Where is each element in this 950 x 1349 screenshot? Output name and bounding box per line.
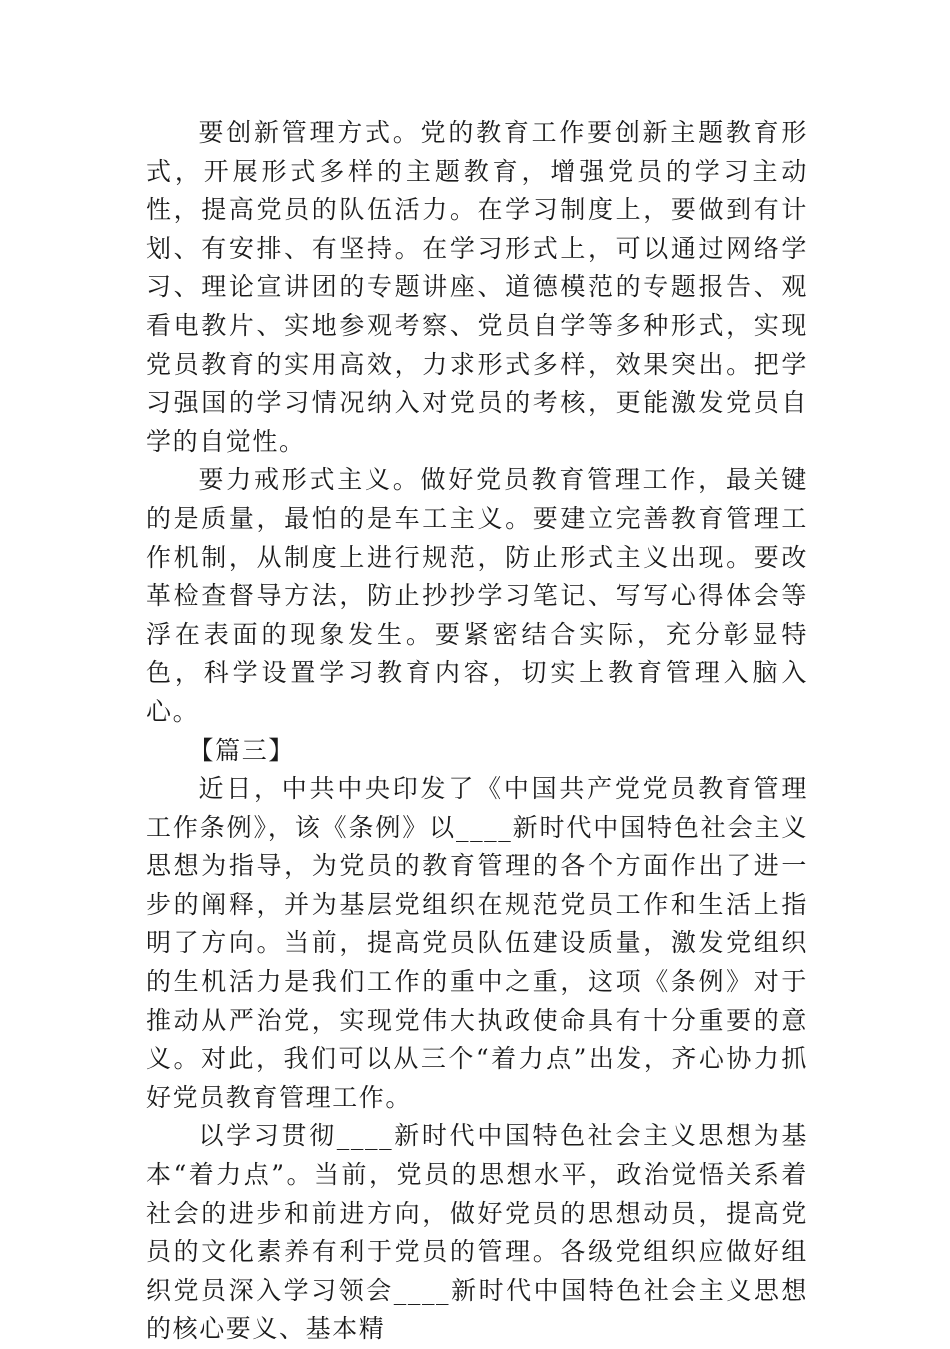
paragraph-study-focus: 以学习贯彻____新时代中国特色社会主义思想为基本“着力点”。当前，党员的思想水平，政治觉悟关系着社会的进步和前进方向，做好党员的思想动员，提高党员的文化素养有利于党员的管理。各级党组织应做好组织党员深入学习领会____新时代中国特色社会主义思想的核心要义、基本精 (146, 1121, 808, 1344)
paragraph-innovate-management: 要创新管理方式。党的教育工作要创新主题教育形式，开展形式多样的主题教育，增强党员的学习主动性，提高党员的队伍活力。在学习制度上，要做到有计划、有安排、有坚持。在学习形式上，可以通过网络学习、理论宣讲团的专题讲座、道德模范的专题报告、观看电教片、实地参观考察、党员自学等多种形式，实现党员教育的实用高效，力求形式多样，效果突出。把学习强国的学习情况纳入对党员的考核，更能激发党员自学的自觉性。 (146, 118, 808, 456)
paragraph-regulation-intro: 近日，中共中央印发了《中国共产党党员教育管理工作条例》，该《条例》以____新时代中国特色社会主义思想为指导，为党员的教育管理的各个方面作出了进一步的阐释，并为基层党组织在规范党员工作和生活上指明了方向。当前，提高党员队伍建设质量，激发党组织的生机活力是我们工作的重中之重，这项《条例》对于推动从严治党，实现党伟大执政使命具有十分重要的意义。对此，我们可以从三个“着力点”出发，齐心协力抓好党员教育管理工作。 (146, 774, 808, 1112)
paragraph-avoid-formalism: 要力戒形式主义。做好党员教育管理工作，最关键的是质量，最怕的是车工主义。要建立完善教育管理工作机制，从制度上进行规范，防止形式主义出现。要改革检查督导方法，防止抄抄学习笔记、写写心得体会等浮在表面的现象发生。要紧密结合实际，充分彰显特色，科学设置学习教育内容，切实上教育管理入脑入心。 (146, 465, 808, 726)
document-body (146, 114, 808, 1349)
section-heading: 【篇三】 (188, 735, 295, 765)
